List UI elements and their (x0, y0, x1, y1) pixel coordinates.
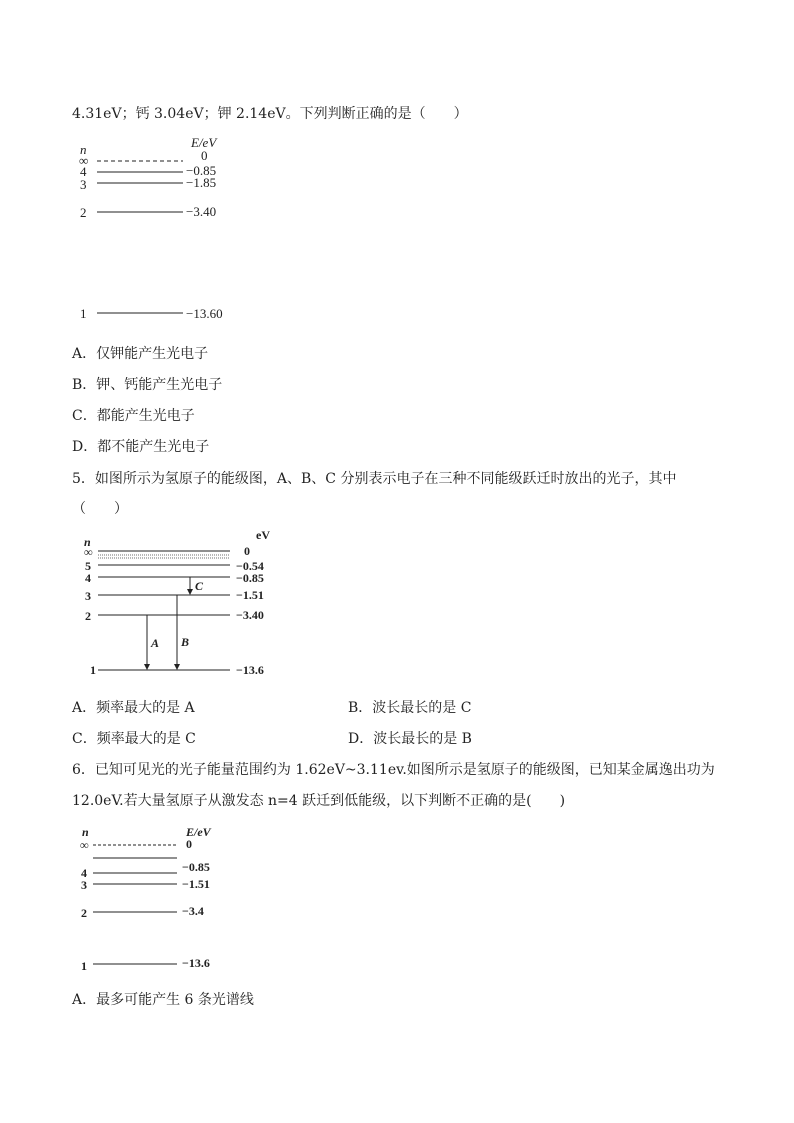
q4-option-d[interactable]: D．都不能产生光电子 (72, 439, 210, 455)
q6-level-4-e: −0.85 (182, 860, 210, 874)
q5-stem-line1: 5．如图所示为氢原子的能级图，A、B、C 分别表示电子在三种不同能级跃迁时放出的光子，其中 (72, 471, 677, 487)
q4-option-b[interactable]: B．钾、钙能产生光电子 (72, 377, 223, 393)
q4-level-3-e: −1.85 (186, 175, 217, 190)
q4-level-2-e: −3.40 (186, 204, 217, 219)
q4-level-4-e: −0.85 (186, 163, 217, 178)
q6-level-2-n: 2 (81, 906, 87, 920)
q4-option-a[interactable]: A．仅钾能产生光电子 (72, 346, 209, 362)
q6-level-inf-n: ∞ (80, 838, 89, 852)
q6-level-inf-e: 0 (186, 837, 192, 851)
q6-level-3-e: −1.51 (182, 877, 210, 891)
q5-n-label: n (84, 535, 91, 549)
q5-e-label: eV (256, 528, 270, 542)
q5-option-d[interactable]: D．波长最长的是 B (348, 731, 472, 747)
q5-arrow-c-head (187, 589, 193, 595)
q5-arrow-a-head (144, 664, 150, 670)
q5-level-2-e: −3.40 (236, 608, 264, 622)
q5-level-2-n: 2 (85, 609, 91, 623)
q6-e-label: E/eV (186, 825, 211, 839)
q5-energy-level-diagram (80, 526, 280, 681)
q6-level-1-n: 1 (81, 959, 87, 973)
q4-stem-tail: 4.31eV；钙 3.04eV；钾 2.14eV。下列判断正确的是（ ） (72, 106, 468, 122)
q6-energy-level-diagram (76, 822, 276, 974)
q6-level-4-n: 4 (81, 866, 87, 880)
q5-level-4-n: 4 (85, 571, 91, 585)
q5-arrow-c-label: C (195, 579, 204, 593)
q4-level-3-n: 3 (80, 177, 87, 192)
q5-level-inf-e: 0 (244, 544, 250, 558)
q6-stem-line2: 12.0eV.若大量氢原子从激发态 n=4 跃迁到低能级，以下判断不正确的是( ) (72, 793, 566, 809)
q6-level-3-n: 3 (81, 878, 87, 892)
q5-arrow-b-label: B (181, 635, 190, 649)
q4-level-1-e: −13.60 (186, 306, 223, 321)
q4-n-label: n (80, 142, 87, 157)
q5-level-5-e: −0.54 (236, 559, 264, 573)
q5-option-c[interactable]: C．频率最大的是 C (72, 731, 196, 747)
q5-option-b[interactable]: B．波长最长的是 C (348, 700, 472, 716)
q4-level-inf-n: ∞ (79, 153, 89, 168)
q5-level-1-n: 1 (90, 663, 96, 677)
q6-stem-line1: 6．已知可见光的光子能量范围约为 1.62eV~3.11ev.如图所示是氢原子的能级图，已知某金属逸出功为 (72, 762, 715, 778)
q5-level-5-n: 5 (85, 559, 91, 573)
q4-level-4-n: 4 (80, 164, 87, 179)
q5-level-4-e: −0.85 (236, 571, 264, 585)
q6-level-1-e: −13.6 (182, 956, 210, 970)
q6-level-2-e: −3.4 (182, 904, 204, 918)
q5-arrow-a-label: A (151, 636, 160, 650)
q4-level-2-n: 2 (80, 205, 87, 220)
q5-level-3-e: −1.51 (236, 588, 264, 602)
q5-arrow-b-head (174, 664, 180, 670)
q4-e-label: E/eV (191, 135, 217, 150)
q4-level-1-n: 1 (80, 306, 87, 321)
q5-level-inf-n: ∞ (84, 545, 93, 559)
q4-level-inf-e: 0 (201, 148, 208, 163)
q4-option-c[interactable]: C．都能产生光电子 (72, 408, 195, 424)
q5-option-a[interactable]: A．频率最大的是 A (72, 700, 195, 716)
q5-level-1-e: −13.6 (236, 663, 264, 677)
q6-n-label: n (82, 825, 89, 839)
q6-option-a[interactable]: A．最多可能产生 6 条光谱线 (72, 992, 254, 1008)
q4-energy-level-diagram (70, 132, 270, 324)
q5-level-3-n: 3 (85, 589, 91, 603)
q5-stem-line2: （ ） (72, 501, 128, 517)
